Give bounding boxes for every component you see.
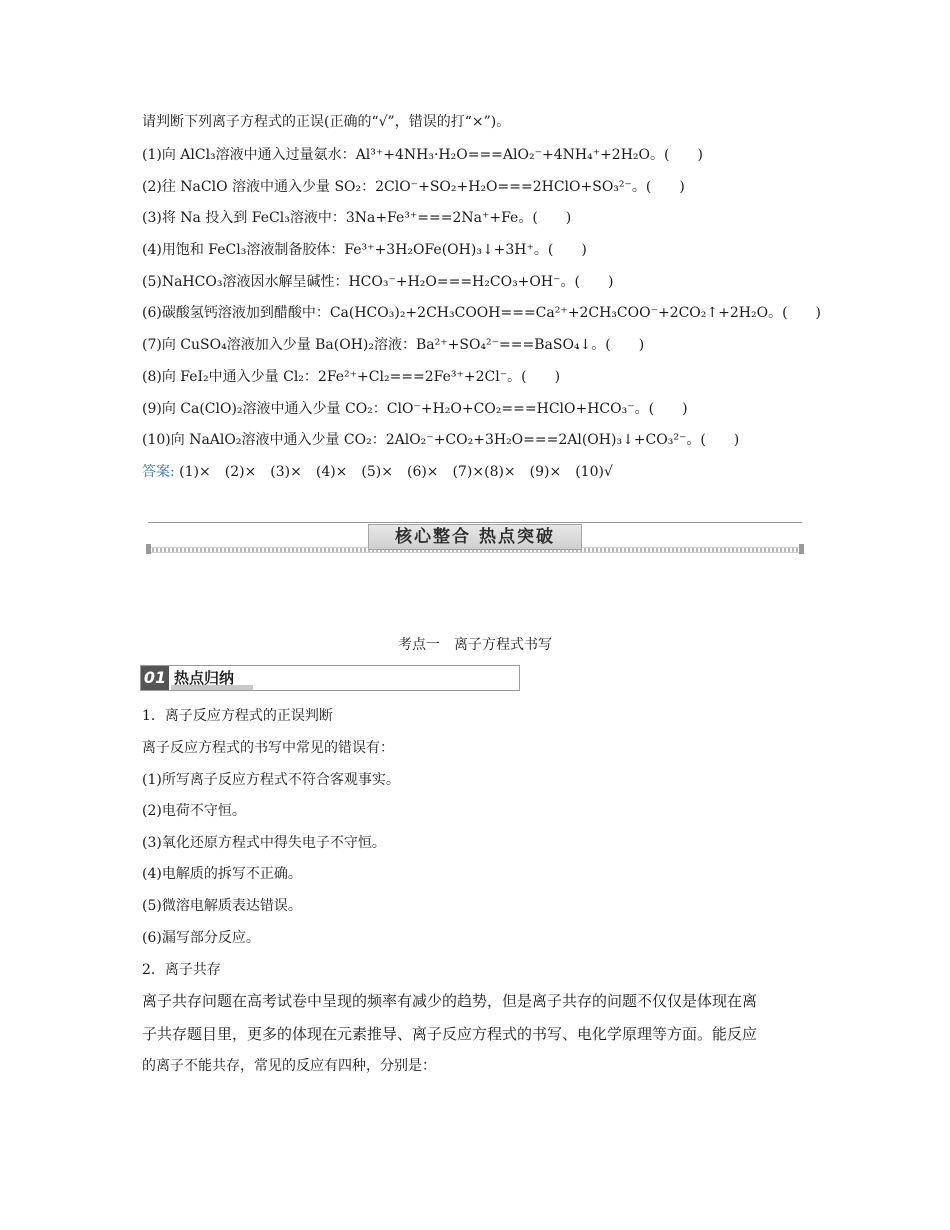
quiz-item-6: (6)碳酸氢钙溶液加到醋酸中：Ca(HCO₃)₂+2CH₃COOH===Ca²⁺+2CH₃COO⁻+2CO₂↑+2H₂O。( ) [142,305,821,321]
answer-label: 答案: [142,464,175,480]
quiz-item-10: (10)向 NaAlO₂溶液中通入少量 CO₂：2AlO₂⁻+CO₂+3H₂O===2Al(OH)₃↓+CO₃²⁻。( ) [142,432,740,448]
banner-rail-cap-right [799,544,804,554]
content-paragraph-line: 子共存题目里，更多的体现在元素推导、离子反应方程式的书写、电化学原理等方面。能反应 [142,1025,758,1043]
quiz-item-8: (8)向 FeI₂中通入少量 Cl₂：2Fe²⁺+Cl₂===2Fe³⁺+2Cl⁻。( ) [142,369,561,385]
quiz-item-4: (4)用饱和 FeCl₃溶液制备胶体：Fe³⁺+3H₂OFe(OH)₃↓+3H⁺。( ) [142,242,587,258]
content-line: (4)电解质的拆写不正确。 [142,866,302,882]
banner-title: 核心整合 热点突破 [368,524,582,550]
quiz-item-2: (2)往 NaClO 溶液中通入少量 SO₂：2ClO⁻+SO₂+H₂O===2HClO+SO₃²⁻。( ) [142,179,685,195]
tag-number: 01 [141,666,169,690]
quiz-item-3: (3)将 Na 投入到 FeCl₃溶液中：3Na+Fe³⁺===2Na⁺+Fe。( ) [142,210,572,226]
tag-label: 热点归纳 [174,669,235,687]
content-line: (6)漏写部分反应。 [142,930,260,946]
quiz-item-5: (5)NaHCO₃溶液因水解呈碱性：HCO₃⁻+H₂O===H₂CO₃+OH⁻。( ) [142,274,614,290]
content-paragraph-line: 离子共存问题在高考试卷中呈现的频率有减少的趋势，但是离子共存的问题不仅仅是体现在离 [142,992,758,1010]
content-line: 离子反应方程式的书写中常见的错误有： [142,740,394,756]
content-line: (2)电荷不守恒。 [142,803,246,819]
quiz-item-1: (1)向 AlCl₃溶液中通入过量氨水：Al³⁺+4NH₃·H₂O===AlO₂⁻+4NH₄⁺+2H₂O。( ) [142,147,703,163]
quiz-item-7: (7)向 CuSO₄溶液加入少量 Ba(OH)₂溶液：Ba²⁺+SO₄²⁻===BaSO₄↓。( ) [142,337,645,353]
quiz-instruction: 请判断下列离子方程式的正误(正确的“√”，错误的打“×”)。 [142,114,511,130]
content-line: (3)氧化还原方程式中得失电子不守恒。 [142,835,386,851]
content-paragraph-line: 的离子不能共存，常见的反应有四种，分别是： [142,1058,436,1074]
banner-rail-cap-left [146,544,151,554]
content-heading-1: 1．离子反应方程式的正误判断 [142,708,333,724]
section-title: 考点一 离子方程式书写 [398,637,552,653]
hotspot-tag [140,665,520,691]
answer-values: (1)× (2)× (3)× (4)× (5)× (6)× (7)×(8)× (9)× (10)√ [179,464,613,480]
quiz-item-9: (9)向 Ca(ClO)₂溶液中通入少量 CO₂：ClO⁻+H₂O+CO₂===HClO+HCO₃⁻。( ) [142,401,688,417]
section-banner [148,522,802,553]
answer-line [142,462,613,482]
content-line: (5)微溶电解质表达错误。 [142,898,302,914]
content-line: (1)所写离子反应方程式不符合客观事实。 [142,772,400,788]
content-heading-2: 2．离子共存 [142,962,221,978]
